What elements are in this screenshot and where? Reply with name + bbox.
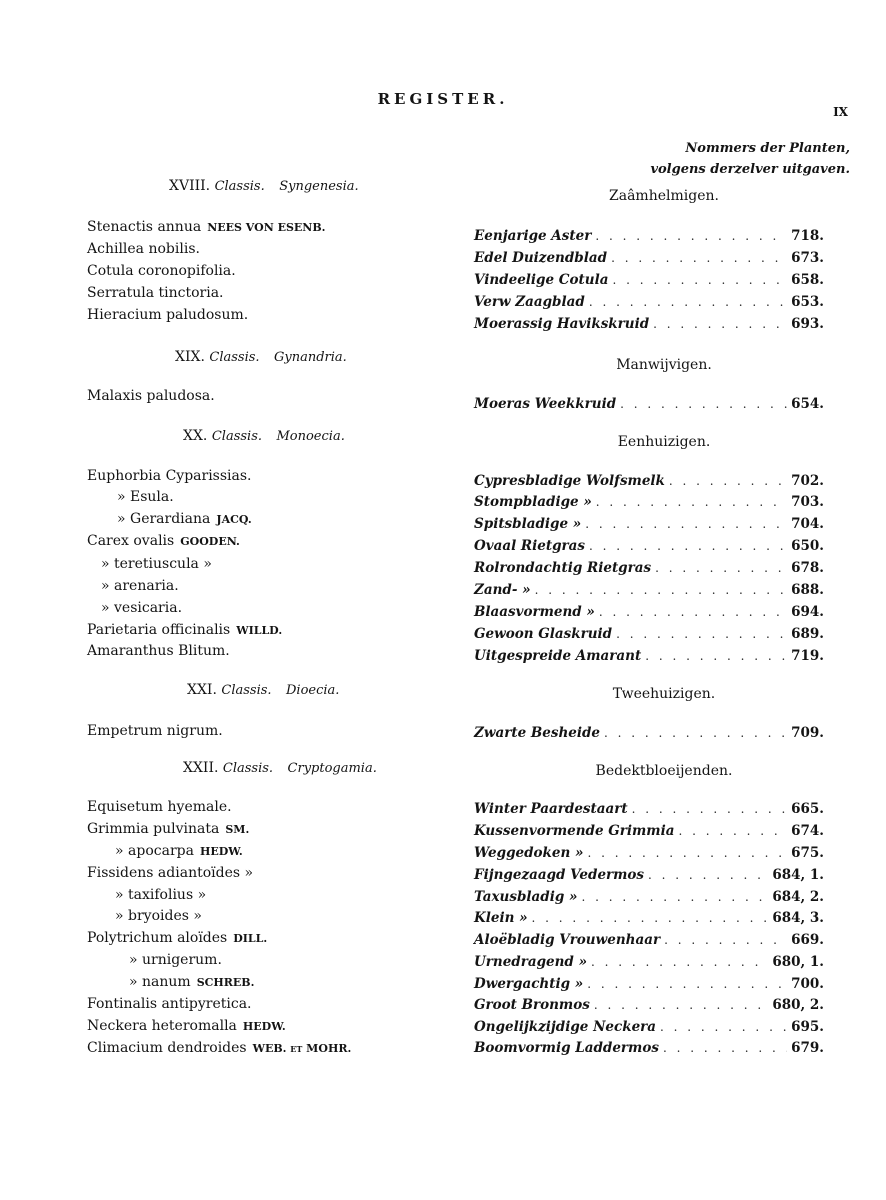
latin-entry: » arenaria. [101,578,179,594]
latin-entry: » nanum SCHREB. [129,974,255,990]
class-heading [183,428,345,444]
dutch-entry: Vindeelige Cotula . . . 658. [474,272,824,288]
dutch-entry: Urnedragend » . . . 680, 1. [474,954,824,970]
latin-entry: » teretiuscula » [101,556,212,572]
dutch-entry: Winter Paardestaart . . . 665. [474,801,824,817]
latin-entry: » taxifolius » [115,887,207,903]
class-label: Classis. [214,179,265,194]
dutch-entry: Groot Bronmos . . . 680, 2. [474,997,824,1013]
column-note [650,138,850,180]
dutch-entry: Dwergachtig » . . . 700. [474,976,824,992]
class-name: Dioecia. [286,683,340,698]
class-heading [187,682,339,698]
class-label: Classis. [209,350,260,365]
dutch-entry: Ovaal Rietgras . . . 650. [474,538,824,554]
dutch-entry: Taxusbladig » . . . 684, 2. [474,889,824,905]
latin-entry: Climacium dendroides WEB. et MOHR. [87,1040,352,1056]
dutch-entry: Moeras Weekkruid . . . 654. [474,396,824,412]
latin-entry: Carex ovalis GOODEN. [87,533,240,549]
class-name: Cryptogamia. [287,761,377,776]
latin-entry: Empetrum nigrum. [87,723,223,739]
dutch-entry: Eenjarige Aster . . . 718. [474,228,824,244]
class-name: Monoecia. [276,429,345,444]
class-number: XX. [183,428,208,444]
class-label: Classis. [221,683,272,698]
latin-entry: Grimmia pulvinata SM. [87,821,250,837]
dutch-entry: Rolrondachtig Rietgras . . . 678. [474,560,824,576]
latin-entry: » vesicaria. [101,600,183,616]
dutch-entry: Verw Zaagblad . . . 653. [474,294,824,310]
dutch-entry: Blaasvormend » . . . 694. [474,604,824,620]
latin-entry: » apocarpa HEDW. [115,843,243,859]
latin-entry: Fontinalis antipyretica. [87,996,252,1012]
latin-entry: » Gerardiana JACQ. [117,511,252,527]
dutch-entry: Cypresbladige Wolfsmelk . . . 702. [474,473,824,489]
dutch-entry: Aloëbladig Vrouwenhaar . . . 669. [474,932,824,948]
group-heading: Eenhuizigen. [617,434,711,450]
dutch-entry: Spitsbladige » . . . 704. [474,516,824,532]
latin-entry: Serratula tinctoria. [87,285,224,301]
dutch-entry: Klein » . . . 684, 3. [474,910,824,926]
class-name: Gynandria. [274,350,347,365]
dutch-entry: Stompbladige » . . . 703. [474,494,824,510]
page-number: IX [833,105,848,119]
latin-entry: Euphorbia Cyparissias. [87,468,252,484]
latin-entry: Achillea nobilis. [87,241,200,257]
class-number: XXI. [187,682,217,698]
dutch-entry: Gewoon Glaskruid . . . 689. [474,626,824,642]
dutch-entry: Ongelijkzijdige Neckera . . . 695. [474,1019,824,1035]
latin-entry: Fissidens adiantoïdes » [87,865,254,881]
latin-entry: Equisetum hyemale. [87,799,232,815]
dutch-entry: Moerassig Havikskruid . . . 693. [474,316,824,332]
column-note-line: volgens derzelver uitgaven. [650,162,850,177]
page-title: REGISTER. [377,90,509,108]
class-number: XIX. [175,349,205,365]
latin-entry: Amaranthus Blitum. [87,643,230,659]
class-name: Syngenesia. [279,179,359,194]
latin-entry: Malaxis paludosa. [87,388,215,404]
group-heading: Bedektbloeijenden. [595,763,733,779]
dutch-entry: Kussenvormende Grimmia . . . 674. [474,823,824,839]
class-number: XXII. [183,760,219,776]
dutch-entry: Edel Duizendblad . . . 673. [474,250,824,266]
class-number: XVIII. [169,178,211,194]
latin-entry: Polytrichum aloïdes DILL. [87,930,268,946]
group-heading: Manwijvigen. [616,357,712,373]
latin-entry: Neckera heteromalla HEDW. [87,1018,286,1034]
latin-entry: » urnigerum. [129,952,222,968]
latin-entry: Parietaria officinalis WILLD. [87,622,283,638]
dutch-entry: Zand- » . . . 688. [474,582,824,598]
latin-entry: » Esula. [117,489,174,505]
dutch-entry: Zwarte Besheide . . . 709. [474,725,824,741]
dutch-entry: Uitgespreide Amarant . . . 719. [474,648,824,664]
latin-entry: Cotula coronopifolia. [87,263,236,279]
dutch-entry: Boomvormig Laddermos . . . 679. [474,1040,824,1056]
group-heading: Tweehuizigen. [612,686,716,702]
class-heading [183,760,377,776]
column-note-line: Nommers der Planten, [685,141,850,156]
class-heading [175,349,347,365]
latin-entry: » bryoides » [115,908,202,924]
dutch-entry: Fijngezaagd Vedermos . . . 684, 1. [474,867,824,883]
latin-entry: Hieracium paludosum. [87,307,249,323]
dutch-entry: Weggedoken » . . . 675. [474,845,824,861]
group-heading: Zaâmhelmigen. [609,188,719,204]
latin-entry: Stenactis annua NEES VON ESENB. [87,219,326,235]
class-heading [169,178,359,194]
class-label: Classis. [211,429,263,444]
class-label: Classis. [222,761,274,776]
